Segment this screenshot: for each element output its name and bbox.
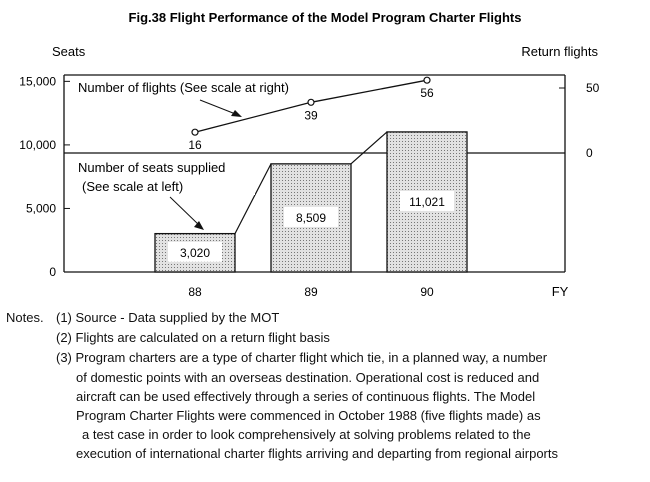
- seats-annotation-line2: (See scale at left): [82, 179, 184, 194]
- note-continuation: execution of international charter flights arriving and departing from regional airports: [76, 446, 558, 461]
- note-continuation: aircraft can be used effectively through a series of continuous flights. The Model: [76, 389, 536, 404]
- flights-point: [308, 99, 314, 105]
- seats-arrow-head: [194, 221, 204, 230]
- left-tick-label: 10,000: [19, 137, 56, 152]
- flights-value-label: 16: [188, 138, 202, 153]
- left-tick-label: 5,000: [25, 201, 56, 216]
- note-continuation: of domestic points with an overseas destination. Operational cost is reduced and: [76, 370, 540, 385]
- bar-value-label: 3,020: [179, 245, 211, 260]
- flights-value-label: 56: [420, 86, 434, 101]
- note-item: (3) Program charters are a type of charter flight which tie, in a planned way, a number: [56, 350, 548, 365]
- note-continuation: a test case in order to look comprehensively at solving problems related to the: [82, 427, 531, 442]
- right-axis-label: Return flights: [521, 44, 598, 59]
- right-tick-label: 0: [586, 146, 593, 160]
- flights-annotation-arrow: [200, 100, 238, 115]
- flights-point: [424, 77, 430, 83]
- note-continuation: Program Charter Flights were commenced in October 1988 (five flights made) as: [76, 408, 541, 423]
- x-axis-label: FY: [551, 284, 569, 299]
- bar-connector: [351, 132, 387, 164]
- right-tick-label: 50: [586, 81, 600, 95]
- chart-title: Fig.38 Flight Performance of the Model Program Charter Flights: [128, 10, 522, 25]
- flights-annotation: Number of flights (See scale at right): [78, 80, 289, 95]
- seats-annotation-line1: Number of seats supplied: [78, 160, 226, 175]
- note-item: (1) Source - Data supplied by the MOT: [56, 310, 280, 325]
- flights-point: [192, 129, 198, 135]
- note-item: (2) Flights are calculated on a return flight basis: [56, 330, 330, 345]
- flights-value-label: 39: [304, 108, 318, 123]
- bar-value-label: 8,509: [295, 210, 327, 225]
- left-tick-label: 0: [49, 265, 56, 279]
- flights-arrow-head: [231, 110, 242, 117]
- left-axis-label: Seats: [52, 44, 86, 59]
- notes-heading: Notes.: [6, 310, 44, 325]
- x-tick-label: 88: [188, 285, 202, 299]
- x-tick-label: 89: [304, 285, 318, 299]
- x-tick-label: 90: [420, 285, 434, 299]
- left-tick-label: 15,000: [19, 74, 56, 89]
- bar-value-label: 11,021: [409, 194, 445, 209]
- seats-annotation-arrow: [170, 197, 200, 226]
